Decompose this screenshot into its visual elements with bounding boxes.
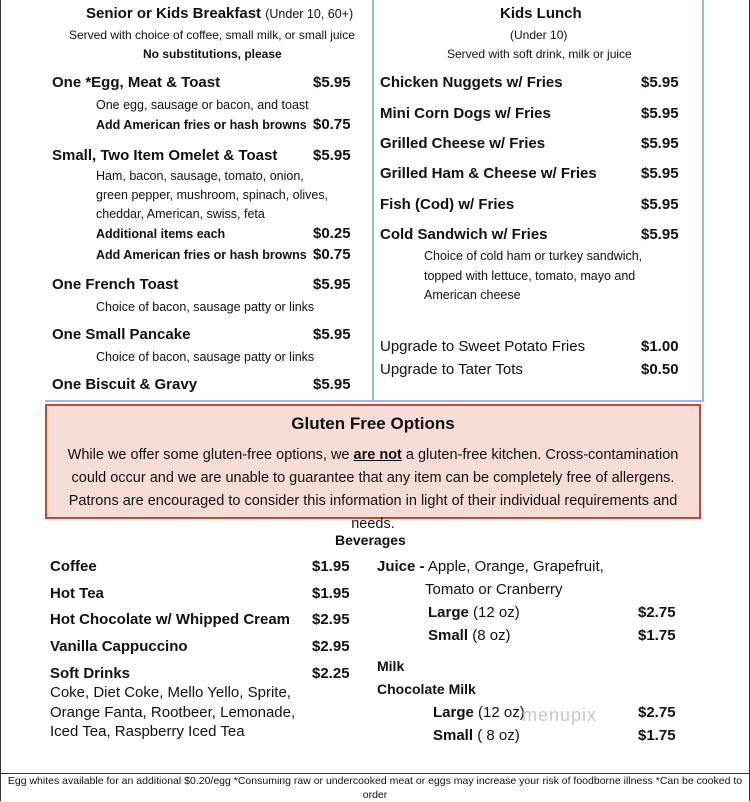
french-toast-price: $5.95 bbox=[313, 276, 351, 293]
kids-item-name: Cold Sandwich w/ Fries bbox=[380, 226, 548, 243]
upgrade-price: $1.00 bbox=[641, 338, 679, 355]
watermark-logo: menupix bbox=[522, 705, 598, 725]
milk-heading: Milk bbox=[377, 658, 405, 674]
kids-item-name: Fish (Cod) w/ Fries bbox=[380, 196, 515, 213]
beverage-price: $2.25 bbox=[312, 665, 350, 682]
juice-large-price: $2.75 bbox=[638, 604, 676, 621]
gluten-free-notice bbox=[45, 404, 701, 532]
beverage-name: Hot Chocolate w/ Whipped Cream bbox=[50, 611, 291, 628]
egg-meat-addon: Add American fries or hash browns bbox=[96, 118, 307, 132]
kids-item-price: $5.95 bbox=[641, 196, 679, 213]
kids-item-name: Mini Corn Dogs w/ Fries bbox=[380, 105, 551, 122]
soft-drinks-line-2: Orange Fanta, Rootbeer, Lemonade, bbox=[50, 704, 296, 721]
gluten-free-text: While we offer some gluten-free options, we are not a gluten-free kitchen. Cross-contamination could occur and we are unable to guarantee that any item can be completely free of allergens. Patrons are encouraged to consider this information in light of their individual requirements and needs. bbox=[67, 447, 679, 532]
section-divider bbox=[45, 400, 704, 402]
beverage-name: Vanilla Cappuccino bbox=[50, 638, 188, 655]
kids-item-name: Chicken Nuggets w/ Fries bbox=[380, 74, 563, 91]
beverages-title: Beverages bbox=[335, 532, 406, 548]
gluten-free-emphasis: are not bbox=[353, 447, 402, 463]
senior-served: Served with choice of coffee, small milk, or small juice bbox=[69, 28, 355, 42]
egg-meat-addon-price: $0.75 bbox=[313, 116, 351, 133]
juice-line-2: Tomato or Cranberry bbox=[425, 581, 563, 598]
kids-item-price: $5.95 bbox=[641, 135, 679, 152]
sandwich-desc-1: Choice of cold ham or turkey sandwich, bbox=[424, 249, 643, 263]
beverage-price: $1.95 bbox=[312, 558, 350, 575]
omelet-desc-2: green pepper, mushroom, spinach, olives, bbox=[96, 188, 329, 202]
sandwich-desc-3: American cheese bbox=[424, 288, 521, 302]
pancake-price: $5.95 bbox=[313, 326, 351, 343]
pancake-name: One Small Pancake bbox=[52, 326, 191, 343]
egg-meat-price: $5.95 bbox=[313, 74, 351, 91]
senior-title: Senior or Kids Breakfast (Under 10, 60+) bbox=[86, 5, 354, 22]
omelet-desc-1: Ham, bacon, sausage, tomato, onion, bbox=[96, 169, 304, 183]
biscuit-price: $5.95 bbox=[313, 376, 351, 393]
upgrade-name: Upgrade to Tater Tots bbox=[380, 361, 523, 378]
footer-note: Egg whites available for an additional $0.20/egg *Consuming raw or undercooked meat or eggs may increase your risk of foodborne illness *Can be cooked to order bbox=[0, 773, 750, 802]
beverage-name: Soft Drinks bbox=[50, 665, 131, 682]
milk-large-price: $2.75 bbox=[638, 704, 676, 721]
kids-item-name: Grilled Ham & Cheese w/ Fries bbox=[380, 165, 597, 182]
kids-under: (Under 10) bbox=[510, 28, 568, 42]
french-toast-desc: Choice of bacon, sausage patty or links bbox=[96, 300, 315, 314]
pancake-desc: Choice of bacon, sausage patty or links bbox=[96, 350, 315, 364]
egg-meat-name: One *Egg, Meat & Toast bbox=[52, 74, 221, 91]
egg-meat-desc: One egg, sausage or bacon, and toast bbox=[96, 98, 309, 112]
omelet-desc-3: cheddar, American, swiss, feta bbox=[96, 207, 265, 221]
kids-title: Kids Lunch bbox=[500, 5, 582, 22]
juice-large: Large (12 oz) bbox=[428, 604, 520, 621]
soft-drinks-line-1: Coke, Diet Coke, Mello Yello, Sprite, bbox=[50, 684, 291, 701]
omelet-name: Small, Two Item Omelet & Toast bbox=[52, 147, 278, 164]
omelet-addon-price: $0.75 bbox=[313, 246, 351, 263]
milk-small: Small ( 8 oz) bbox=[433, 727, 520, 744]
omelet-addon: Add American fries or hash browns bbox=[96, 248, 307, 262]
beverage-price: $2.95 bbox=[312, 638, 350, 655]
juice-heading: Juice - Apple, Orange, Grapefruit, bbox=[377, 558, 604, 575]
kids-item-price: $5.95 bbox=[641, 226, 679, 243]
kids-item-price: $5.95 bbox=[641, 165, 679, 182]
omelet-additional-price: $0.25 bbox=[313, 225, 351, 242]
upgrade-name: Upgrade to Sweet Potato Fries bbox=[380, 338, 586, 355]
milk-large: Large (12 oz) bbox=[433, 704, 525, 721]
sandwich-desc-2: topped with lettuce, tomato, mayo and bbox=[424, 269, 636, 283]
beverage-price: $1.95 bbox=[312, 585, 350, 602]
chocolate-milk-heading: Chocolate Milk bbox=[377, 681, 476, 697]
beverage-name: Coffee bbox=[50, 558, 97, 575]
beverage-price: $2.95 bbox=[312, 611, 350, 628]
right-border bbox=[702, 0, 704, 402]
beverage-name: Hot Tea bbox=[50, 585, 104, 602]
gluten-free-title: Gluten Free Options bbox=[291, 414, 455, 433]
kids-item-price: $5.95 bbox=[641, 74, 679, 91]
upgrade-price: $0.50 bbox=[641, 361, 679, 378]
kids-item-name: Grilled Cheese w/ Fries bbox=[380, 135, 546, 152]
omelet-price: $5.95 bbox=[313, 147, 351, 164]
soft-drinks-line-3: Iced Tea, Raspberry Iced Tea bbox=[50, 723, 245, 740]
kids-served: Served with soft drink, milk or juice bbox=[447, 47, 632, 61]
biscuit-name: One Biscuit & Gravy bbox=[52, 376, 198, 393]
column-divider bbox=[372, 0, 374, 402]
senior-no-subs: No substitutions, please bbox=[143, 47, 282, 61]
milk-small-price: $1.75 bbox=[638, 727, 676, 744]
omelet-additional: Additional items each bbox=[96, 227, 226, 241]
french-toast-name: One French Toast bbox=[52, 276, 179, 293]
kids-item-price: $5.95 bbox=[641, 105, 679, 122]
juice-small: Small (8 oz) bbox=[428, 627, 511, 644]
juice-small-price: $1.75 bbox=[638, 627, 676, 644]
